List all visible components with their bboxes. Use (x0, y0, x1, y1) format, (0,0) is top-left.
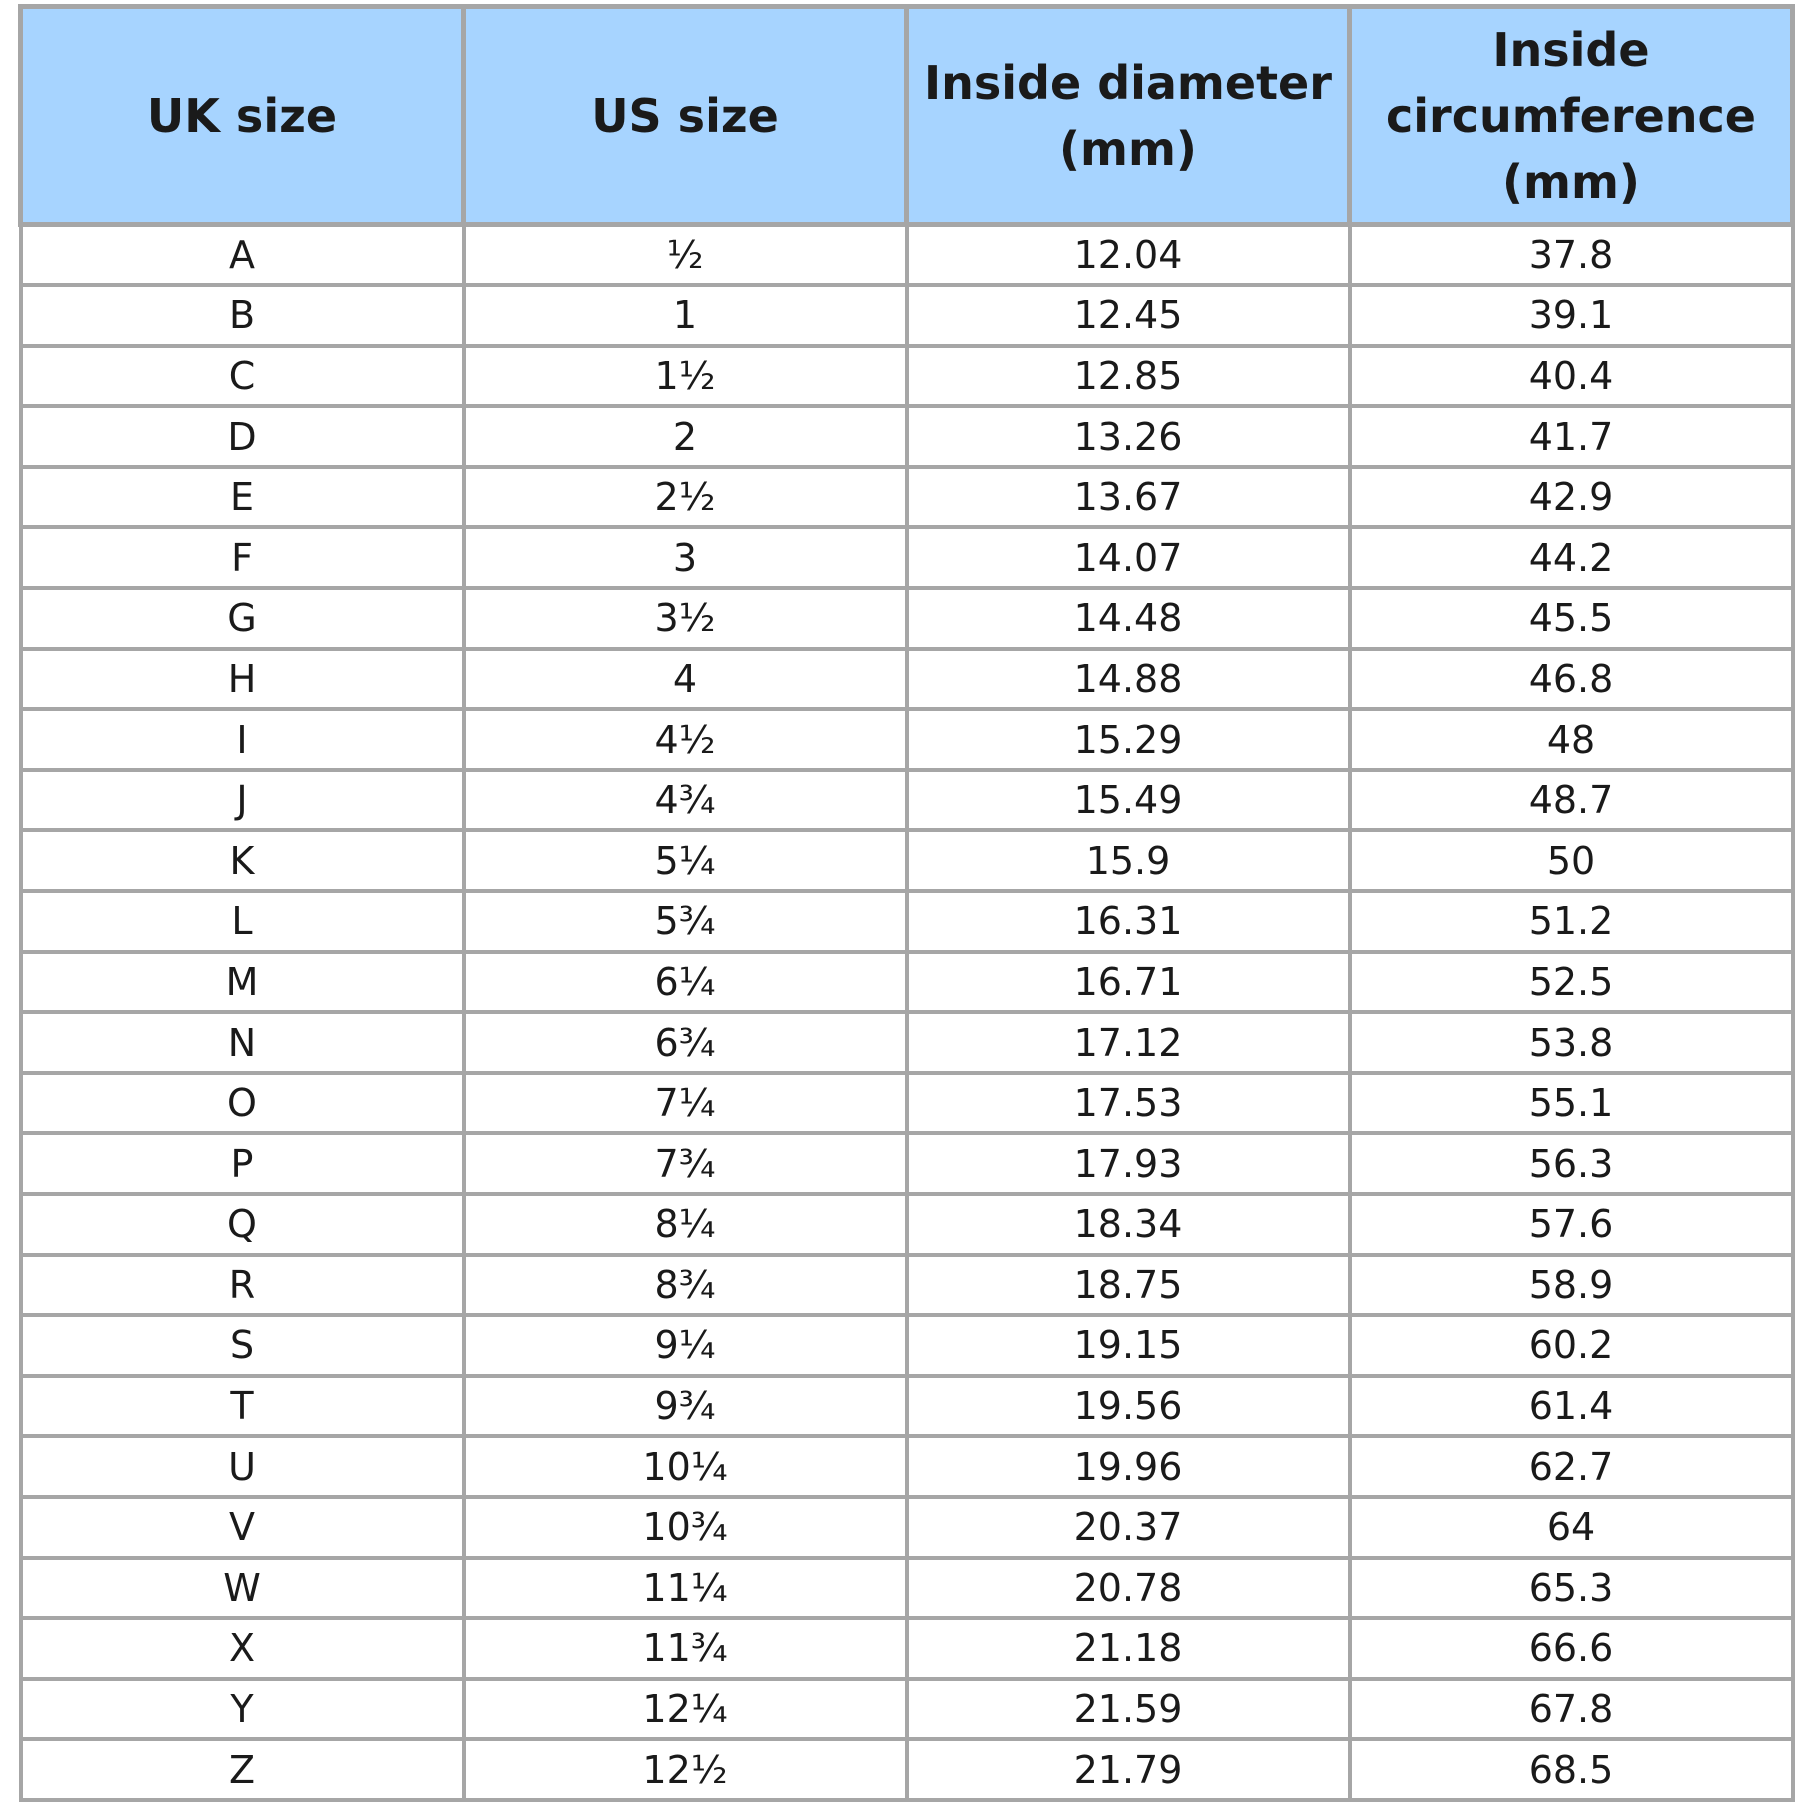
table-row (21, 1558, 1793, 1619)
cell-inside-diameter: 19.15 (907, 1315, 1350, 1376)
cell-us-size: 2 (464, 406, 907, 467)
cell-us-size: 7¾ (464, 1133, 907, 1194)
table-row (21, 891, 1793, 952)
cell-uk-size: O (21, 1073, 464, 1134)
ring-size-table (18, 4, 1795, 1802)
cell-uk-size: J (21, 770, 464, 831)
cell-uk-size: L (21, 891, 464, 952)
cell-uk-size: P (21, 1133, 464, 1194)
cell-us-size: 12½ (464, 1739, 907, 1800)
cell-uk-size: I (21, 709, 464, 770)
table-row (21, 1618, 1793, 1679)
table-row (21, 225, 1793, 286)
cell-us-size: 1 (464, 285, 907, 346)
cell-inside-circumference: 67.8 (1350, 1679, 1793, 1740)
cell-inside-diameter: 16.71 (907, 952, 1350, 1013)
cell-inside-diameter: 12.85 (907, 346, 1350, 407)
header-uk-size: UK size (21, 7, 464, 225)
table-row (21, 285, 1793, 346)
cell-inside-circumference: 45.5 (1350, 588, 1793, 649)
cell-uk-size: Y (21, 1679, 464, 1740)
cell-uk-size: N (21, 1012, 464, 1073)
cell-inside-circumference: 66.6 (1350, 1618, 1793, 1679)
cell-inside-circumference: 42.9 (1350, 467, 1793, 528)
cell-inside-diameter: 13.26 (907, 406, 1350, 467)
cell-inside-diameter: 18.75 (907, 1255, 1350, 1316)
cell-us-size: 11¾ (464, 1618, 907, 1679)
cell-us-size: 8¾ (464, 1255, 907, 1316)
cell-inside-diameter: 14.48 (907, 588, 1350, 649)
table-row (21, 527, 1793, 588)
cell-uk-size: H (21, 649, 464, 710)
cell-inside-circumference: 65.3 (1350, 1558, 1793, 1619)
cell-inside-diameter: 17.12 (907, 1012, 1350, 1073)
cell-us-size: 9¾ (464, 1376, 907, 1437)
cell-inside-circumference: 41.7 (1350, 406, 1793, 467)
cell-inside-diameter: 17.93 (907, 1133, 1350, 1194)
cell-inside-circumference: 44.2 (1350, 527, 1793, 588)
cell-inside-diameter: 14.88 (907, 649, 1350, 710)
table-row (21, 1679, 1793, 1740)
cell-inside-diameter: 16.31 (907, 891, 1350, 952)
cell-us-size: 10¼ (464, 1436, 907, 1497)
table-body (21, 225, 1793, 1800)
cell-us-size: 4 (464, 649, 907, 710)
cell-uk-size: V (21, 1497, 464, 1558)
table-row (21, 1436, 1793, 1497)
cell-inside-circumference: 60.2 (1350, 1315, 1793, 1376)
cell-inside-circumference: 61.4 (1350, 1376, 1793, 1437)
cell-inside-circumference: 40.4 (1350, 346, 1793, 407)
cell-inside-diameter: 15.9 (907, 830, 1350, 891)
cell-inside-circumference: 51.2 (1350, 891, 1793, 952)
table-row (21, 649, 1793, 710)
cell-inside-diameter: 15.29 (907, 709, 1350, 770)
table-row (21, 770, 1793, 831)
cell-us-size: 2½ (464, 467, 907, 528)
cell-inside-diameter: 20.78 (907, 1558, 1350, 1619)
cell-inside-diameter: 19.56 (907, 1376, 1350, 1437)
cell-inside-diameter: 17.53 (907, 1073, 1350, 1134)
cell-uk-size: E (21, 467, 464, 528)
table-row (21, 952, 1793, 1013)
cell-uk-size: G (21, 588, 464, 649)
cell-us-size: 10¾ (464, 1497, 907, 1558)
header-inside-diameter: Inside diameter (mm) (907, 7, 1350, 225)
cell-us-size: ½ (464, 225, 907, 286)
cell-us-size: 9¼ (464, 1315, 907, 1376)
cell-inside-circumference: 55.1 (1350, 1073, 1793, 1134)
table-row (21, 1133, 1793, 1194)
cell-inside-circumference: 37.8 (1350, 225, 1793, 286)
table-row (21, 346, 1793, 407)
cell-inside-diameter: 12.45 (907, 285, 1350, 346)
cell-uk-size: D (21, 406, 464, 467)
cell-inside-circumference: 58.9 (1350, 1255, 1793, 1316)
table-row (21, 1315, 1793, 1376)
cell-uk-size: F (21, 527, 464, 588)
table-row (21, 1012, 1793, 1073)
cell-inside-diameter: 12.04 (907, 225, 1350, 286)
header-us-size: US size (464, 7, 907, 225)
cell-us-size: 4½ (464, 709, 907, 770)
cell-inside-circumference: 46.8 (1350, 649, 1793, 710)
cell-us-size: 8¼ (464, 1194, 907, 1255)
cell-us-size: 3 (464, 527, 907, 588)
table-row (21, 588, 1793, 649)
cell-inside-circumference: 57.6 (1350, 1194, 1793, 1255)
table-row (21, 1194, 1793, 1255)
cell-uk-size: T (21, 1376, 464, 1437)
cell-inside-circumference: 62.7 (1350, 1436, 1793, 1497)
cell-uk-size: W (21, 1558, 464, 1619)
cell-us-size: 5¼ (464, 830, 907, 891)
table-row (21, 406, 1793, 467)
cell-inside-diameter: 15.49 (907, 770, 1350, 831)
cell-inside-circumference: 48.7 (1350, 770, 1793, 831)
cell-uk-size: Z (21, 1739, 464, 1800)
cell-us-size: 11¼ (464, 1558, 907, 1619)
cell-inside-diameter: 21.18 (907, 1618, 1350, 1679)
cell-inside-diameter: 19.96 (907, 1436, 1350, 1497)
cell-inside-diameter: 13.67 (907, 467, 1350, 528)
table-row (21, 1255, 1793, 1316)
cell-uk-size: K (21, 830, 464, 891)
cell-us-size: 5¾ (464, 891, 907, 952)
cell-uk-size: M (21, 952, 464, 1013)
cell-uk-size: S (21, 1315, 464, 1376)
cell-uk-size: Q (21, 1194, 464, 1255)
table-row (21, 467, 1793, 528)
table-row (21, 830, 1793, 891)
cell-inside-circumference: 39.1 (1350, 285, 1793, 346)
cell-us-size: 3½ (464, 588, 907, 649)
cell-us-size: 6¾ (464, 1012, 907, 1073)
cell-inside-circumference: 64 (1350, 1497, 1793, 1558)
cell-inside-circumference: 68.5 (1350, 1739, 1793, 1800)
cell-uk-size: A (21, 225, 464, 286)
cell-inside-circumference: 56.3 (1350, 1133, 1793, 1194)
cell-uk-size: R (21, 1255, 464, 1316)
table-row (21, 1376, 1793, 1437)
cell-inside-diameter: 21.79 (907, 1739, 1350, 1800)
cell-inside-circumference: 53.8 (1350, 1012, 1793, 1073)
cell-us-size: 7¼ (464, 1073, 907, 1134)
cell-uk-size: X (21, 1618, 464, 1679)
cell-inside-diameter: 14.07 (907, 527, 1350, 588)
table-row (21, 1497, 1793, 1558)
table-row (21, 709, 1793, 770)
cell-uk-size: C (21, 346, 464, 407)
cell-us-size: 6¼ (464, 952, 907, 1013)
cell-uk-size: U (21, 1436, 464, 1497)
cell-inside-diameter: 18.34 (907, 1194, 1350, 1255)
cell-inside-diameter: 20.37 (907, 1497, 1350, 1558)
ring-size-table-container (18, 4, 1790, 1802)
table-header (21, 7, 1793, 225)
cell-inside-circumference: 48 (1350, 709, 1793, 770)
table-row (21, 1739, 1793, 1800)
cell-inside-circumference: 52.5 (1350, 952, 1793, 1013)
cell-inside-diameter: 21.59 (907, 1679, 1350, 1740)
table-row (21, 1073, 1793, 1134)
cell-uk-size: B (21, 285, 464, 346)
header-row (21, 7, 1793, 225)
cell-us-size: 12¼ (464, 1679, 907, 1740)
header-inside-circumference: Inside circumference (mm) (1350, 7, 1793, 225)
cell-us-size: 4¾ (464, 770, 907, 831)
cell-inside-circumference: 50 (1350, 830, 1793, 891)
cell-us-size: 1½ (464, 346, 907, 407)
